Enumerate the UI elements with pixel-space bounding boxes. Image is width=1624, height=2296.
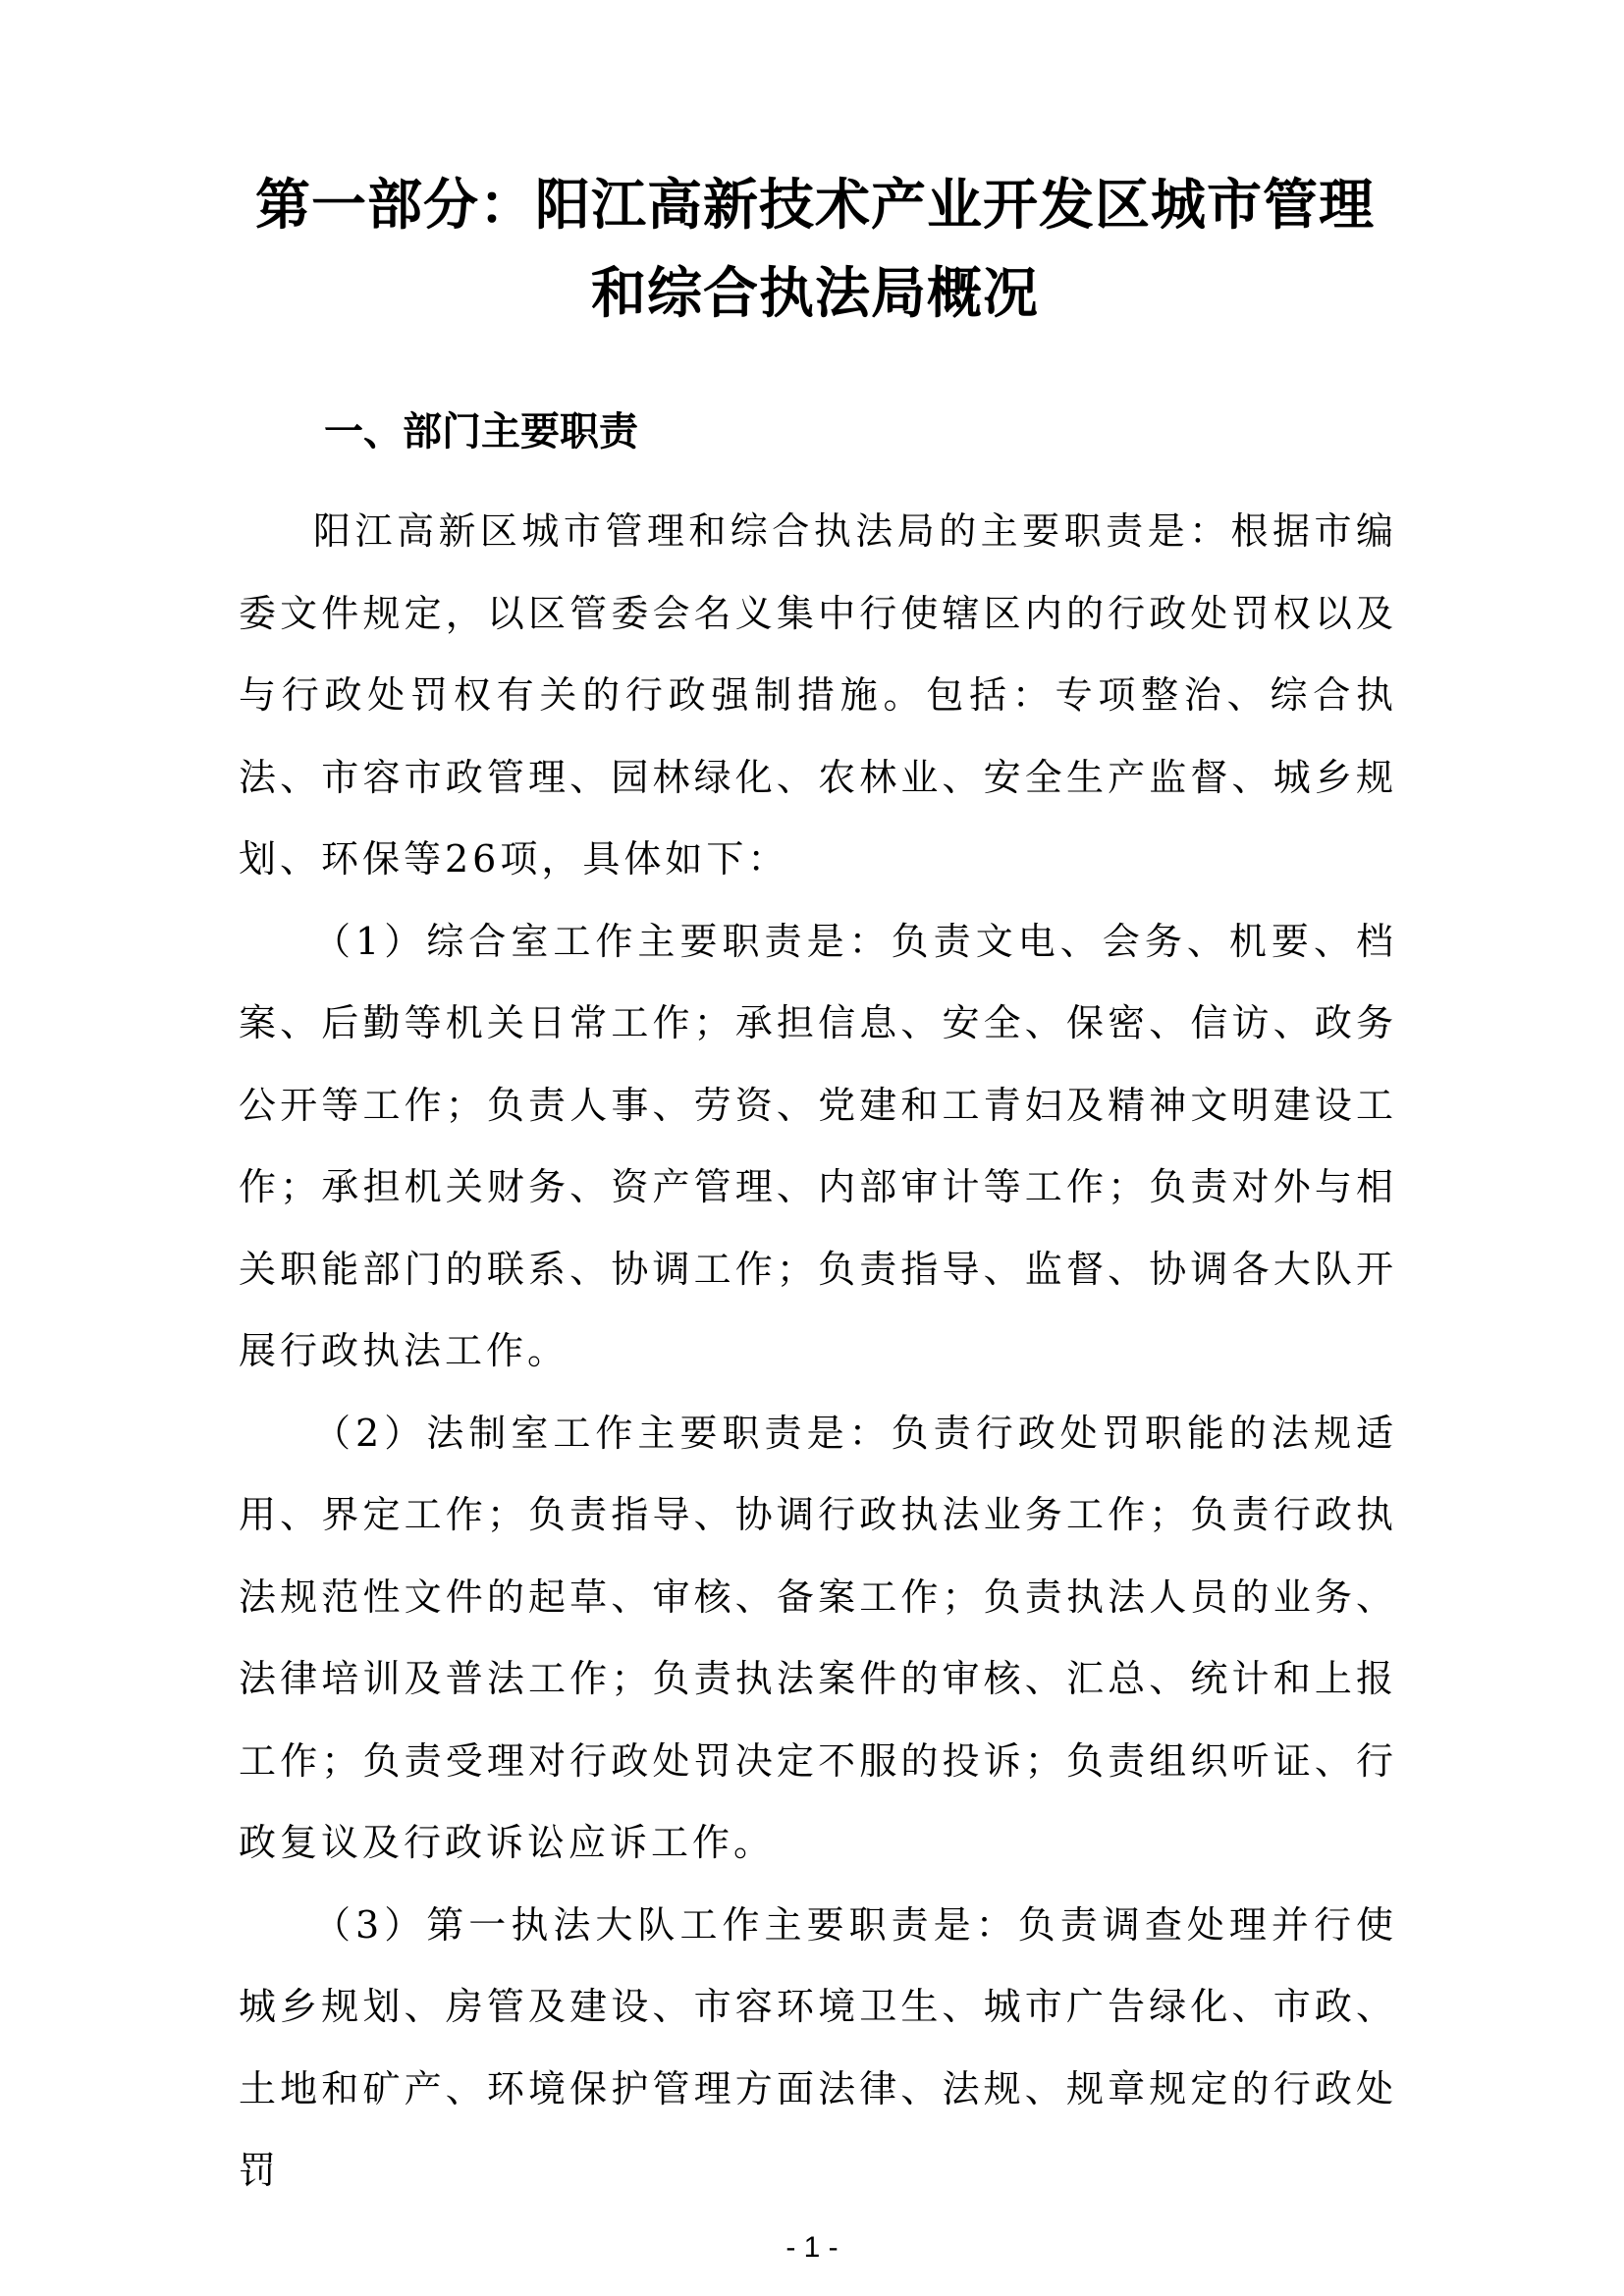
section-heading: 一、部门主要职责	[324, 409, 638, 454]
body-text	[239, 491, 1397, 2213]
page-number: - 1 -	[785, 2231, 839, 2264]
paragraph-first-brigade: （3）第一执法大队工作主要职责是：负责调查处理并行使城乡规划、房管及建设、市容环境卫生、城市广告绿化、市政、土地和矿产、环境保护管理方面法律、法规、规章规定的行政处罚	[239, 1902, 1397, 2192]
paragraph-legal-office: （2）法制室工作主要职责是：负责行政处罚职能的法规适用、界定工作；负责指导、协调行政执法业务工作；负责行政执法规范性文件的起草、审核、备案工作；负责执法人员的业务、法律培训及普法工作；负责执法案件的审核、汇总、统计和上报工作；负责受理对行政处罚决定不服的投诉；负责组织听证、行政复议及行政诉讼应诉工作。	[239, 1411, 1397, 1864]
document-title: 第一部分：阳江高新技术产业开发区城市管理和综合执法局概况	[255, 174, 1375, 326]
paragraph-intro: 阳江高新区城市管理和综合执法局的主要职责是：根据市编委文件规定，以区管委会名义集中行使辖区内的行政处罚权以及与行政处罚权有关的行政强制措施。包括：专项整治、综合执法、市容市政管理、园林绿化、农林业、安全生产监督、城乡规划、环保等26项，具体如下：	[239, 509, 1397, 881]
paragraph-general-office: （1）综合室工作主要职责是：负责文电、会务、机要、档案、后勤等机关日常工作；承担信息、安全、保密、信访、政务公开等工作；负责人事、劳资、党建和工青妇及精神文明建设工作；承担机关财务、资产管理、内部审计等工作；负责对外与相关职能部门的联系、协调工作；负责指导、监督、协调各大队开展行政执法工作。	[239, 919, 1397, 1372]
